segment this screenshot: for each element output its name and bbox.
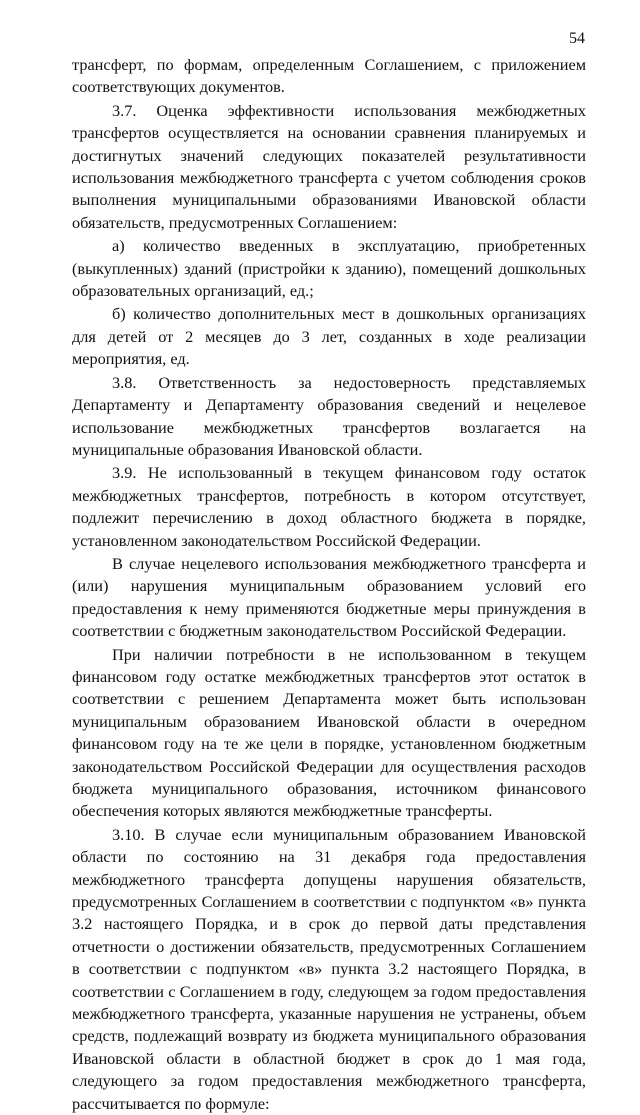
paragraph-3-8: 3.8. Ответственность за недостоверность представляемых Департаменту и Департаменту образования сведений и нецелевое использование межбюджетных трансфертов возлагается на муниципальные образования Ивановской области. — [72, 372, 586, 459]
paragraph-continuation: трансферт, по формам, определенным Соглашением, с приложением соответствующих документов. — [72, 55, 586, 97]
paragraph-3-7: 3.7. Оценка эффективности использования межбюджетных трансфертов осуществляется на основании сравнения планируемых и достигнутых значений следующих показателей результативности использования межбюджетного трансферта с учетом соблюдения сроков выполнения муниципальными образованиями Ивановской области обязательств, предусмотренных Соглашением: — [72, 100, 586, 232]
paragraph-misuse: В случае нецелевого использования межбюджетного трансферта и (или) нарушения муниципальным образованием условий его предоставления к нему применяются бюджетные меры принуждения в соответствии с бюджетным законодательством Российской Федерации. — [72, 553, 586, 641]
list-item-b: б) количество дополнительных мест в дошкольных организациях для детей от 2 месяцев до 3 лет, созданных в ходе реализации мероприятия, ед. — [72, 304, 586, 369]
document-body — [72, 54, 586, 1115]
paragraph-remainder: При наличии потребности в не использованном в текущем финансовом году остатке межбюджетных трансфертов этот остаток в соответствии с решением Департамента может быть использован муниципальным образованием Ивановской области в очередном финансовом году на те же цели в порядке, установленном бюджетным законодательством Российской Федерации для осуществления расходов бюджета муниципального образования, источником финансового обеспечения которых являются межбюджетные трансферты. — [72, 644, 586, 821]
paragraph-3-9: 3.9. Не использованный в текущем финансовом году остаток межбюджетных трансфертов, потребность в котором отсутствует, подлежит перечислению в доход областного бюджета в порядке, установленном законодательством Российской Федерации. — [72, 463, 586, 550]
paragraph-3-10: 3.10. В случае если муниципальным образованием Ивановской области по состоянию на 31 декабря года предоставления межбюджетного трансферта допущены нарушения обязательств, предусмотренных Соглашением в соответствии с подпунктом «в» пункта 3.2 настоящего Порядка, и в срок до первой даты представления отчетности о достижении обязательств, предусмотренных Соглашением в соответствии с подпунктом «в» пункта 3.2 настоящего Порядка, в соответствии с Соглашением в году, следующем за годом предоставления межбюджетного трансферта, указанные нарушения не устранены, объем средств, подлежащий возврату из бюджета муниципального образования Ивановской области в областной бюджет в срок до 1 мая года, следующего за годом предоставления межбюджетного трансферта, рассчитывается по формуле: — [72, 824, 586, 1113]
list-item-a: а) количество введенных в эксплуатацию, приобретенных (выкупленных) зданий (пристройки к зданию), помещений дошкольных образовательных организаций, ед.; — [72, 236, 586, 301]
page-number: 54 — [569, 30, 585, 47]
